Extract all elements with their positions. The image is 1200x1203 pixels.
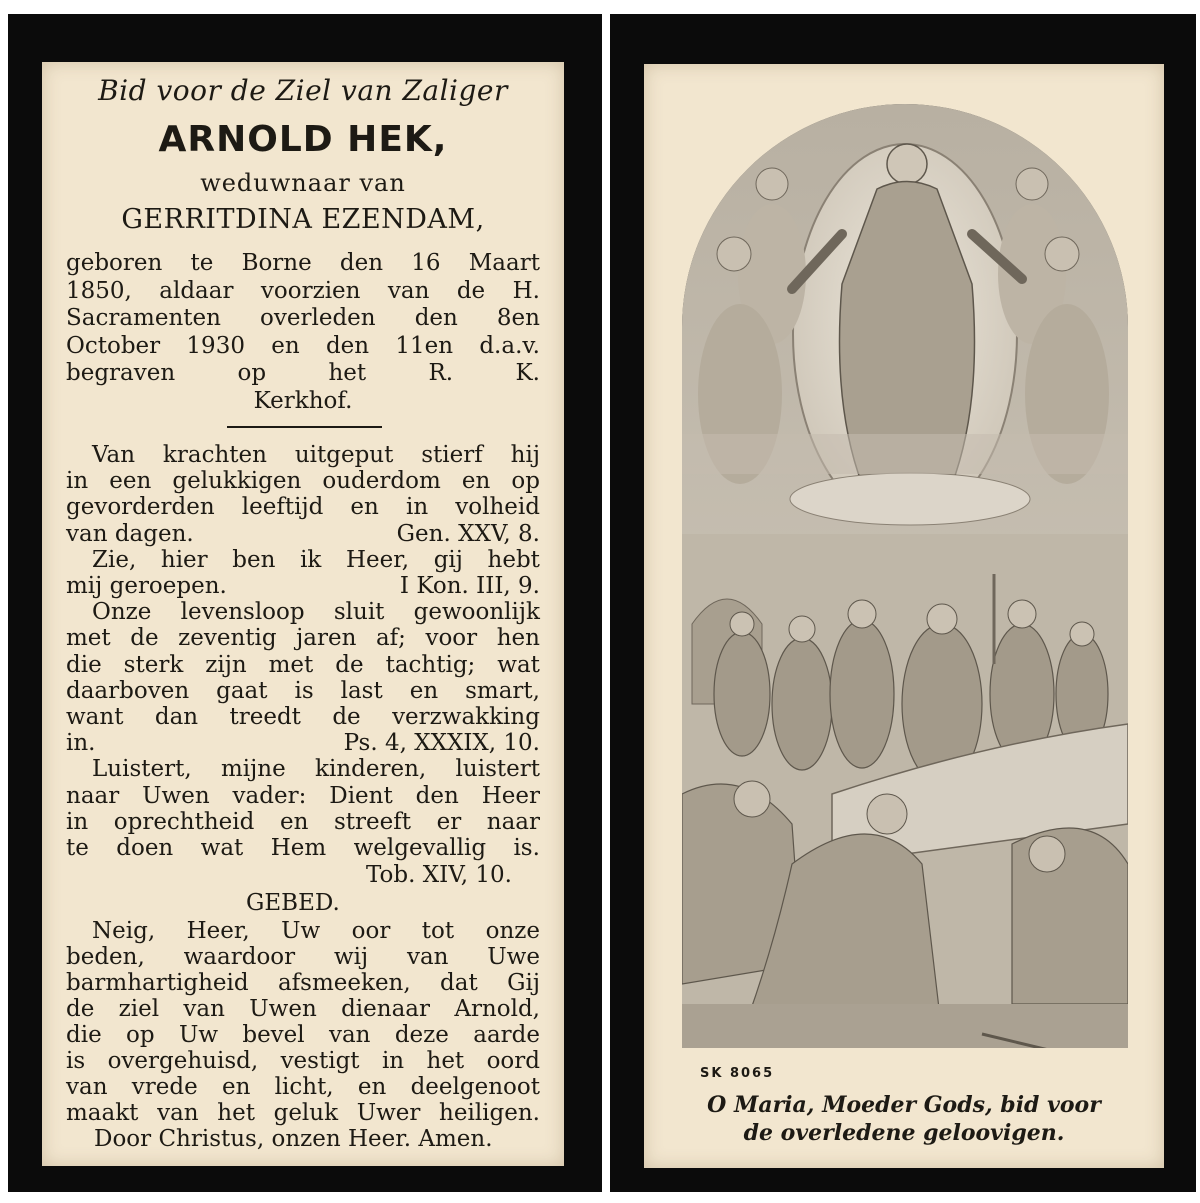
- prayer-word: vestigt: [280, 1048, 360, 1074]
- prayer-word: aarde: [473, 1022, 540, 1048]
- verse-word: de: [335, 651, 364, 678]
- verse-word: verzwakking: [392, 704, 540, 730]
- verse-word: Ps. 4, XXXIX, 10.: [343, 730, 540, 757]
- verse-word: af;: [375, 625, 406, 652]
- prayer-word: dienaar: [341, 996, 431, 1022]
- verse-word: zeventig: [178, 625, 277, 652]
- verse-word: in: [405, 494, 429, 521]
- verse-word: naar: [486, 808, 540, 835]
- verse-word: er: [436, 808, 462, 835]
- verse-word: Luistert,: [92, 756, 192, 783]
- verse-line: [66, 573, 540, 599]
- verse-word: volheid: [455, 494, 540, 521]
- biography-word: Maart: [468, 250, 540, 276]
- verse-word: naar: [66, 782, 120, 809]
- prayer-line: [66, 1048, 540, 1074]
- verse-word: doen: [116, 835, 174, 861]
- prayer-line: [66, 1074, 540, 1100]
- biography-line: [66, 333, 540, 359]
- verse-word: den: [415, 782, 459, 809]
- verse-word: treedt: [229, 704, 301, 730]
- prayer-word: het: [217, 1100, 255, 1126]
- verse-word: en: [350, 494, 379, 521]
- verse-line: [66, 652, 540, 678]
- verse-line: [66, 521, 540, 547]
- prayer-word: van: [66, 1074, 108, 1100]
- biography-word: 1850,: [66, 277, 132, 304]
- verse-word: op: [511, 468, 540, 495]
- biography-word: H.: [512, 277, 540, 304]
- spouse-name: GERRITDINA EZENDAM,: [121, 204, 485, 235]
- verse-word: hij: [510, 442, 540, 468]
- verse-word: sluit: [333, 599, 385, 626]
- biography-word: 1930: [186, 332, 245, 359]
- verse-word: want: [66, 704, 124, 730]
- verse-word: sterk: [123, 651, 184, 678]
- verse-word: jaren: [296, 625, 357, 652]
- verse-word: I Kon. III, 9.: [399, 573, 540, 599]
- prayer-word: van: [157, 1100, 199, 1126]
- divider-rule: [227, 426, 382, 428]
- prayer-word: Arnold,: [454, 996, 540, 1022]
- biography-word: K.: [515, 360, 540, 386]
- biography-word: 8en: [496, 305, 540, 331]
- verse-line: [66, 599, 540, 625]
- prayer-line: [66, 1022, 540, 1048]
- biography-word: te: [190, 250, 214, 276]
- verse-word: leeftijd: [241, 494, 324, 521]
- verse-word: welgevallig: [353, 835, 487, 861]
- prayer-word: deze: [394, 1022, 449, 1048]
- verse-word: Onze: [92, 599, 152, 626]
- prayer-word: overgehuisd,: [107, 1048, 259, 1074]
- verse-word: streeft: [333, 808, 411, 835]
- prayer-word: wij: [333, 944, 369, 970]
- prayer-word: geluk: [273, 1100, 339, 1126]
- prayer-word: ziel: [118, 996, 160, 1022]
- verse-word: ben: [232, 546, 276, 573]
- biography-word: van: [387, 277, 430, 304]
- caption-line-2: de overledene geloovigen.: [743, 1120, 1065, 1146]
- memorial-card-text-side: [8, 14, 602, 1192]
- verse-word: is.: [513, 835, 540, 861]
- verse-line: [66, 704, 540, 730]
- prayer-word: licht,: [274, 1074, 334, 1100]
- prayer-word: Uwe: [487, 944, 540, 970]
- verse-line: [66, 678, 540, 704]
- verse-line: [66, 730, 540, 756]
- prayer-line: [66, 1100, 540, 1126]
- prayer-word: van: [328, 1022, 371, 1048]
- biography-line: [66, 305, 540, 331]
- prayer-word: van: [183, 996, 225, 1022]
- verse-word: en: [279, 808, 309, 835]
- relation-line: weduwnaar van: [200, 169, 406, 197]
- biography-word: begraven: [66, 360, 176, 386]
- prayer-word: beden,: [66, 944, 145, 970]
- biography-last-line: Kerkhof.: [253, 388, 353, 414]
- biography-line: [66, 360, 540, 386]
- biography-word: den: [414, 305, 458, 331]
- prayer-closing: Door Christus, onzen Heer. Amen.: [94, 1126, 493, 1152]
- verse-reference-tobit: Tob. XIV, 10.: [366, 862, 512, 888]
- verse-line: [66, 494, 540, 520]
- verse-word: zijn: [205, 651, 247, 678]
- verse-word: voor: [425, 625, 478, 652]
- prayer-word: Uwen: [249, 996, 317, 1022]
- verse-word: met: [268, 651, 314, 678]
- verse-word: tachtig;: [385, 651, 476, 678]
- verse-line: [66, 468, 540, 494]
- prayer-word: Uwer: [356, 1100, 421, 1126]
- verse-word: last: [340, 677, 383, 704]
- prayer-word: Neig,: [92, 918, 156, 944]
- biography-word: den: [325, 332, 370, 359]
- prayer-word: heiligen.: [439, 1100, 540, 1126]
- verse-word: stierf: [421, 442, 483, 468]
- verse-word: een: [109, 468, 152, 495]
- verse-word: mij geroepen.: [66, 573, 227, 599]
- image-panel: [644, 64, 1164, 1168]
- verse-word: en: [461, 468, 491, 495]
- verse-word: gij: [433, 546, 463, 573]
- verse-word: uitgeput: [294, 442, 394, 468]
- verse-line: [66, 835, 540, 861]
- verse-word: dan: [154, 704, 199, 730]
- verse-word: oprechtheid: [113, 808, 255, 835]
- verse-word: de: [130, 625, 159, 652]
- verse-word: hen: [496, 625, 540, 652]
- prayer-word: bevel: [242, 1022, 305, 1048]
- prayer-word: die: [66, 1022, 102, 1048]
- prayer-line: [66, 996, 540, 1022]
- verse-word: die: [66, 651, 102, 678]
- prayer-word: waardoor: [183, 944, 296, 970]
- biography-word: 16: [411, 250, 441, 276]
- prayer-word: barmhartigheid: [66, 970, 249, 996]
- biography-word: R.: [428, 360, 454, 386]
- biography-word: op: [237, 360, 267, 386]
- verse-word: gevorderden: [66, 494, 215, 521]
- biography-word: overleden: [260, 305, 376, 331]
- verse-word: is: [294, 677, 314, 704]
- verse-word: luistert: [455, 756, 540, 783]
- text-panel: [42, 62, 564, 1166]
- verse-word: wat: [200, 835, 244, 861]
- prayer-word: oord: [486, 1048, 540, 1074]
- prayer-title: GEBED.: [246, 890, 340, 916]
- deathbed-illustration: [682, 104, 1128, 1048]
- biography-word: d.a.v.: [479, 332, 540, 359]
- biography-word: Borne: [241, 250, 312, 276]
- verse-word: en: [409, 677, 439, 704]
- verse-word: mijne: [220, 756, 286, 783]
- prayer-word: afsmeeken,: [277, 970, 411, 996]
- prayer-word: van: [406, 944, 449, 970]
- verse-word: levensloop: [180, 599, 305, 626]
- biography-word: aldaar: [159, 277, 234, 304]
- verse-word: daarboven: [66, 677, 190, 704]
- biography-word: Sacramenten: [66, 305, 221, 331]
- verse-line: [66, 547, 540, 573]
- verse-word: Van: [92, 442, 136, 468]
- verse-word: van dagen.: [66, 520, 194, 547]
- prayer-word: oor: [351, 918, 391, 944]
- verse-word: in.: [66, 730, 96, 757]
- prayer-line: [66, 970, 540, 996]
- deceased-name: ARNOLD HEK,: [158, 119, 448, 160]
- verse-word: te: [66, 835, 89, 861]
- verse-word: gaat: [216, 677, 268, 704]
- biography-word: October: [66, 332, 161, 359]
- verse-word: Uwen: [142, 782, 210, 809]
- biography-word: het: [328, 360, 367, 386]
- verse-word: Heer: [481, 782, 540, 809]
- verse-word: kinderen,: [315, 756, 427, 783]
- caption-line-1: O Maria, Moeder Gods, bid voor: [707, 1092, 1101, 1118]
- verse-word: Zie,: [92, 546, 137, 573]
- plate-code: SK 8065: [700, 1066, 775, 1081]
- prayer-word: dat: [440, 970, 478, 996]
- verse-word: vader:: [232, 782, 307, 809]
- prayer-word: Gij: [507, 970, 540, 996]
- prayer-word: en: [357, 1074, 387, 1100]
- verse-word: ouderdom: [322, 468, 441, 495]
- verse-line: [66, 809, 540, 835]
- verse-line: [66, 783, 540, 809]
- prayer-line: [66, 918, 540, 944]
- prayer-word: op: [126, 1022, 155, 1048]
- biography-word: voorzien: [260, 277, 361, 304]
- prayer-word: onze: [485, 918, 540, 944]
- prayer-line: [66, 944, 540, 970]
- prayer-word: tot: [421, 918, 455, 944]
- illustration-artwork: [682, 104, 1128, 1048]
- prayer-word: het: [426, 1048, 465, 1074]
- verse-word: Hem: [270, 835, 327, 861]
- verse-word: hier: [160, 546, 208, 573]
- prayer-word: en: [221, 1074, 251, 1100]
- verse-line: [66, 756, 540, 782]
- verse-word: smart,: [465, 677, 540, 704]
- verse-line: [66, 442, 540, 468]
- verse-word: in: [66, 468, 89, 495]
- verse-word: Gen. XXV, 8.: [396, 520, 540, 547]
- memorial-card-image-side: [610, 14, 1196, 1192]
- prayer-word: in: [381, 1048, 405, 1074]
- header-line: Bid voor de Ziel van Zaliger: [98, 74, 508, 107]
- biography-word: den: [339, 250, 384, 276]
- verse-word: Dient: [329, 782, 393, 809]
- verse-line: [66, 625, 540, 651]
- verse-word: gewoonlijk: [413, 599, 540, 626]
- prayer-word: vrede: [131, 1074, 198, 1100]
- verse-word: in: [66, 808, 89, 835]
- biography-word: en: [271, 332, 300, 359]
- verse-word: hebt: [487, 546, 540, 573]
- prayer-word: de: [66, 996, 95, 1022]
- verse-word: krachten: [162, 442, 267, 468]
- verse-word: met: [66, 625, 111, 652]
- verse-word: Heer,: [346, 546, 410, 573]
- biography-line: [66, 278, 540, 304]
- prayer-word: is: [66, 1048, 86, 1074]
- prayer-word: Heer,: [186, 918, 250, 944]
- verse-word: de: [332, 704, 361, 730]
- biography-word: geboren: [66, 250, 163, 276]
- prayer-word: deelgenoot: [410, 1074, 540, 1100]
- verse-word: wat: [497, 651, 540, 678]
- prayer-word: Uw: [281, 918, 321, 944]
- prayer-word: Uw: [178, 1022, 219, 1048]
- verse-word: ik: [300, 546, 322, 573]
- biography-word: 11en: [395, 332, 454, 359]
- biography-word: de: [456, 277, 486, 304]
- prayer-word: maakt: [66, 1100, 139, 1126]
- biography-line: [66, 250, 540, 276]
- verse-word: gelukkigen: [172, 468, 302, 495]
